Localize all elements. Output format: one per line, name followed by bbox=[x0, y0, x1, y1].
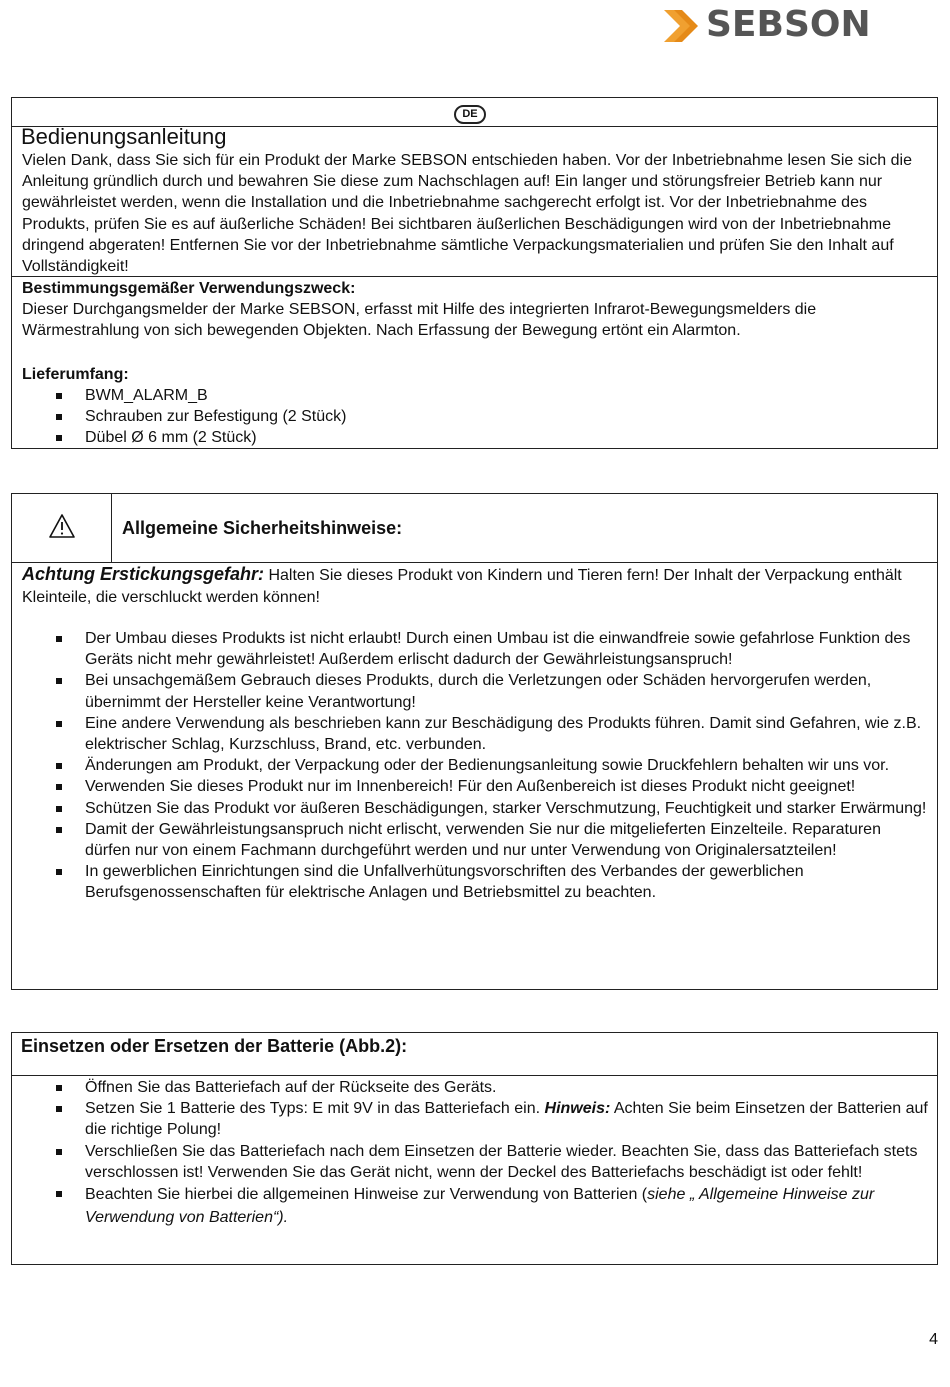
divider bbox=[12, 562, 937, 563]
divider bbox=[12, 276, 937, 277]
list-item: Der Umbau dieses Produkts ist nicht erlaubt! Durch einen Umbau ist die einwandfreie sowie gefahrlose Funktion des Geräts nicht mehr gewährleistet! Außerdem erlischt dadurch der Gewährleistungsanspruch! bbox=[22, 628, 929, 670]
list-item: In gewerblichen Einrichtungen sind die Unfallverhütungsvorschriften des Verbandes der gewerblichen Berufsgenossenschaften für elektrische Anlagen und Betriebsmittel zu beachten. bbox=[22, 861, 929, 903]
list-item: BWM_ALARM_B bbox=[22, 385, 929, 406]
warning-triangle-icon bbox=[48, 513, 76, 539]
warning-text: Halten Sie dieses Produkt von Kindern und Tieren fern! Der Inhalt der Verpackung enthält Kleinteile, die verschluckt werden können! bbox=[22, 567, 902, 607]
item-text: Achten Sie beim Einsetzen der Batterien auf die richtige Polung! bbox=[85, 1100, 928, 1139]
item-text: Setzen Sie 1 Batterie des Typs: E mit 9V in das Batteriefach ein. bbox=[85, 1100, 545, 1118]
safety-section bbox=[11, 493, 938, 990]
divider bbox=[12, 1075, 937, 1076]
language-badge: DE bbox=[454, 105, 486, 124]
list-item: Verwenden Sie dieses Produkt nur im Innenbereich! Für den Außenbereich ist dieses Produkt nicht geeignet! bbox=[22, 776, 929, 797]
list-item bbox=[22, 1183, 929, 1229]
instructions-section bbox=[11, 97, 938, 449]
brand-name: SEBSON bbox=[706, 4, 871, 45]
purpose-heading: Bestimmungsgemäßer Verwendungszweck: bbox=[22, 280, 356, 297]
delivery-list bbox=[22, 385, 929, 449]
warning-label: Achtung Erstickungsgefahr: bbox=[22, 564, 265, 584]
list-item: Öffnen Sie das Batteriefach auf der Rückseite des Geräts. bbox=[22, 1077, 929, 1098]
item-text: Beachten Sie hierbei die allgemeinen Hinweise zur Verwendung von Batterien ( bbox=[85, 1186, 648, 1204]
list-item: Schützen Sie das Produkt vor äußeren Beschädigungen, starker Verschmutzung, Feuchtigkeit und starker Erwärmung! bbox=[22, 798, 929, 819]
note-label: Hinweis: bbox=[544, 1100, 611, 1118]
safety-heading: Allgemeine Sicherheitshinweise: bbox=[122, 518, 403, 538]
page-number: 4 bbox=[929, 1331, 938, 1348]
list-item: Eine andere Verwendung als beschrieben kann zur Beschädigung des Produkts führen. Damit sind Gefahren, wie z.B. elektrischer Schlag, Kurzschluss, Brand, etc. verbunden. bbox=[22, 713, 929, 755]
chevron-logo-icon bbox=[660, 6, 704, 46]
list-item: Verschließen Sie das Batteriefach nach dem Einsetzen der Batterie wieder. Beachten Sie, dass das Batteriefach stets verschlossen ist! Verwenden Sie das Gerät nicht, wenn der Deckel des Batteriefachs beschädigt ist oder fehlt! bbox=[22, 1141, 929, 1183]
purpose-paragraph: Dieser Durchgangsmelder der Marke SEBSON, erfasst mit Hilfe des integrierten Infrarot-Bewegungsmelders die Wärmestrahlung von sich bewegenden Objekten. Nach Erfassung der Bewegung ertönt ein Alarmton. bbox=[22, 301, 817, 340]
list-item: Schrauben zur Befestigung (2 Stück) bbox=[22, 406, 929, 427]
battery-section bbox=[11, 1032, 938, 1265]
battery-list bbox=[22, 1077, 929, 1229]
battery-heading: Einsetzen oder Ersetzen der Batterie (Abb.2): bbox=[21, 1036, 408, 1056]
list-item: Bei unsachgemäßem Gebrauch dieses Produkts, durch die Verletzungen oder Schäden hervorgerufen werden, übernimmt der Hersteller keine Verantwortung! bbox=[22, 670, 929, 712]
intro-paragraph: Vielen Dank, dass Sie sich für ein Produkt der Marke SEBSON entschieden haben. Vor der Inbetriebnahme lesen Sie sich die Anleitung gründlich durch und bewahren Sie diese zum Nachschlagen auf! Ein langer und störungsfreier Betrieb kann nur gewährleistet werden, wenn die Installation und die Inbetriebnahme sachgerecht erfolgt ist. Vor der Inbetriebnahme des Produkts, prüfen Sie es auf äußerliche Schäden! Bei sichtbaren äußerlichen Beschädigungen wird von der Inbetriebnahme dringend abgeraten! Entfernen Sie vor der Inbetriebnahme sämtliche Verpackungsmaterialien und prüfen Sie den Inhalt auf Vollständigkeit! bbox=[22, 152, 912, 276]
choking-warning bbox=[22, 564, 929, 608]
section-title: Bedienungsanleitung bbox=[21, 124, 227, 149]
sebson-logo bbox=[660, 6, 890, 46]
icon-cell bbox=[12, 494, 112, 562]
list-item: Dübel Ø 6 mm (2 Stück) bbox=[22, 427, 929, 448]
list-item bbox=[22, 1098, 929, 1140]
list-item: Änderungen am Produkt, der Verpackung oder der Bedienungsanleitung sowie Druckfehlern behalten wir uns vor. bbox=[22, 755, 929, 776]
list-item: Damit der Gewährleistungsanspruch nicht erlischt, verwenden Sie nur die mitgelieferten Einzelteile. Reparaturen dürfen nur von einem Fachmann durchgeführt werden und nur unter Verwendung von Originalersatzteilen! bbox=[22, 819, 929, 861]
reference-text: siehe „ Allgemeine Hinweise zur Verwendung von Batterien“). bbox=[85, 1186, 875, 1227]
safety-list bbox=[22, 628, 929, 904]
delivery-heading: Lieferumfang: bbox=[22, 366, 129, 383]
